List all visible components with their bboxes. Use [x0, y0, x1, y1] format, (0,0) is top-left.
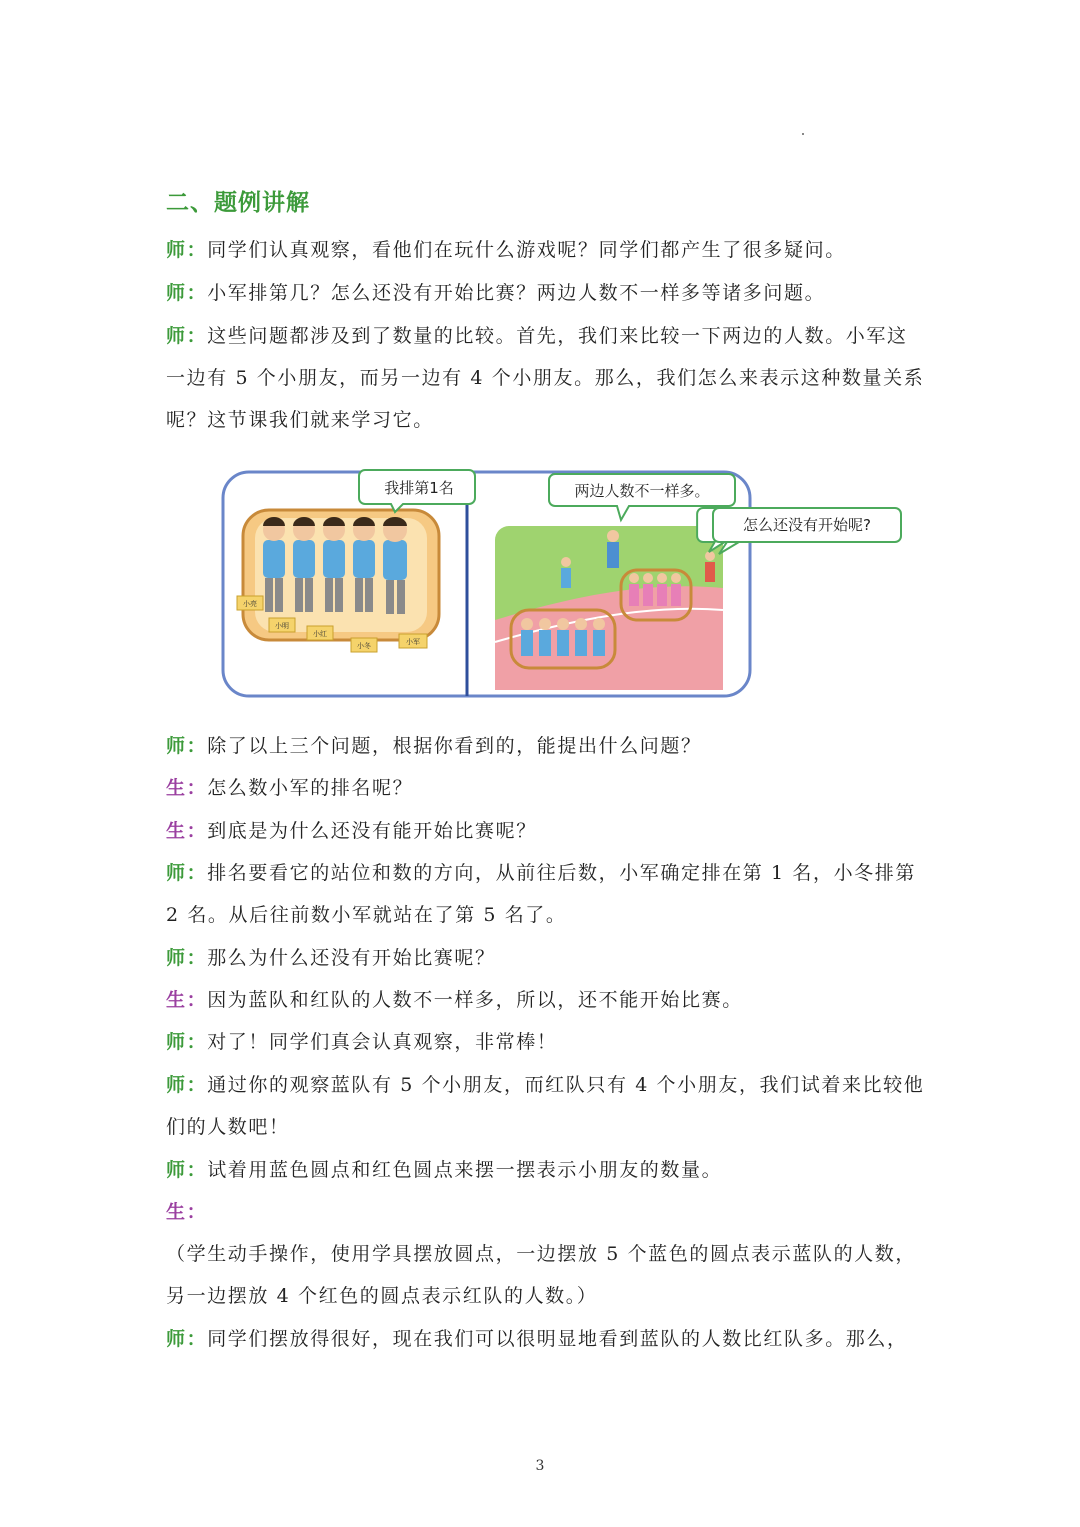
bubble-text: 两边人数不一样多。: [574, 482, 710, 500]
name-tag: 小明: [275, 622, 289, 630]
dialogue-text: 同学们认真观察，看他们在玩什么游戏呢？同学们都产生了很多疑问。: [207, 239, 846, 261]
dialogue-line: [166, 852, 926, 936]
lesson-illustration: [221, 470, 871, 698]
page-number: 3: [535, 1458, 545, 1474]
dialogue-line: [166, 1149, 926, 1191]
dialogue-line: [166, 1318, 926, 1360]
dialogue-text: 通过你的观察蓝队有 5 个小朋友，而红队只有 4 个小朋友，我们试着来比较他们的人数吧！: [166, 1074, 925, 1138]
speaker-label: 师：: [166, 862, 208, 884]
dialogue-text: 这些问题都涉及到了数量的比较。首先，我们来比较一下两边的人数。小军这一边有 5 个小朋友，而另一边有 4 个小朋友。那么，我们怎么来表示这种数量关系呢？这节课我们就来学习它。: [166, 325, 925, 431]
dialogue-text: 同学们摆放得很好，现在我们可以很明显地看到蓝队的人数比红队多。那么，: [207, 1328, 908, 1350]
speaker-label: 师：: [166, 1159, 208, 1181]
dialogue-line: [166, 979, 926, 1021]
dialogue-line: [166, 725, 926, 767]
dialogue-line: [166, 1191, 926, 1233]
dialogue-text: 到底是为什么还没有能开始比赛呢？: [207, 820, 537, 842]
speck: [802, 133, 804, 135]
dialogue-line: [166, 1064, 926, 1148]
dialogue-text: 那么为什么还没有开始比赛呢？: [207, 947, 496, 969]
dialogue-line: [166, 810, 926, 852]
dialogue-line: [166, 767, 926, 809]
bubble-text: 怎么还没有开始呢?: [743, 516, 871, 534]
bubble-text: 我排第1名: [384, 479, 454, 497]
dialogue-line: [166, 272, 926, 314]
dialogue-text: 对了！同学们真会认真观察，非常棒！: [207, 1031, 558, 1053]
speaker-label: 师：: [166, 735, 208, 757]
stage-direction: [166, 1233, 926, 1317]
dialogue-text: 因为蓝队和红队的人数不一样多，所以，还不能开始比赛。: [207, 989, 743, 1011]
speaker-label: 生：: [166, 1201, 208, 1223]
dialogue-text: 除了以上三个问题，根据你看到的，能提出什么问题？: [207, 735, 702, 757]
right-scene: [495, 474, 901, 690]
dialogue-text: 试着用蓝色圆点和红色圆点来摆一摆表示小朋友的数量。: [207, 1159, 723, 1181]
name-tag: 小冬: [357, 642, 371, 650]
name-tag: 小红: [313, 630, 327, 638]
speaker-label: 生：: [166, 820, 208, 842]
speaker-label: 师：: [166, 1328, 208, 1350]
name-tag: 小亮: [243, 600, 257, 608]
speaker-label: 生：: [166, 989, 208, 1011]
name-tag: 小军: [406, 638, 420, 646]
speaker-label: 生：: [166, 777, 208, 799]
dialogue-line: [166, 229, 926, 271]
dialogue-line: [166, 937, 926, 979]
speaker-label: 师：: [166, 282, 208, 304]
dialogue-line: [166, 1021, 926, 1063]
dialogue-text: 小军排第几？怎么还没有开始比赛？两边人数不一样多等诸多问题。: [207, 282, 826, 304]
dialogue-text: 排名要看它的站位和数的方向，从前往后数，小军确定排在第 1 名，小冬排第 2 名。从后往前数小军就站在了第 5 名了。: [166, 862, 916, 926]
dialogue-text: 怎么数小军的排名呢？: [207, 777, 414, 799]
dialogue-text: （学生动手操作，使用学具摆放圆点，一边摆放 5 个蓝色的圆点表示蓝队的人数，另一边摆放 4 个红色的圆点表示红队的人数。）: [166, 1243, 916, 1307]
dialogue-line: [166, 315, 926, 441]
speaker-label: 师：: [166, 947, 208, 969]
speaker-label: 师：: [166, 1074, 208, 1096]
section-heading: 二、题例讲解: [166, 190, 310, 216]
speaker-label: 师：: [166, 325, 208, 347]
speaker-label: 师：: [166, 1031, 208, 1053]
speaker-label: 师：: [166, 239, 208, 261]
